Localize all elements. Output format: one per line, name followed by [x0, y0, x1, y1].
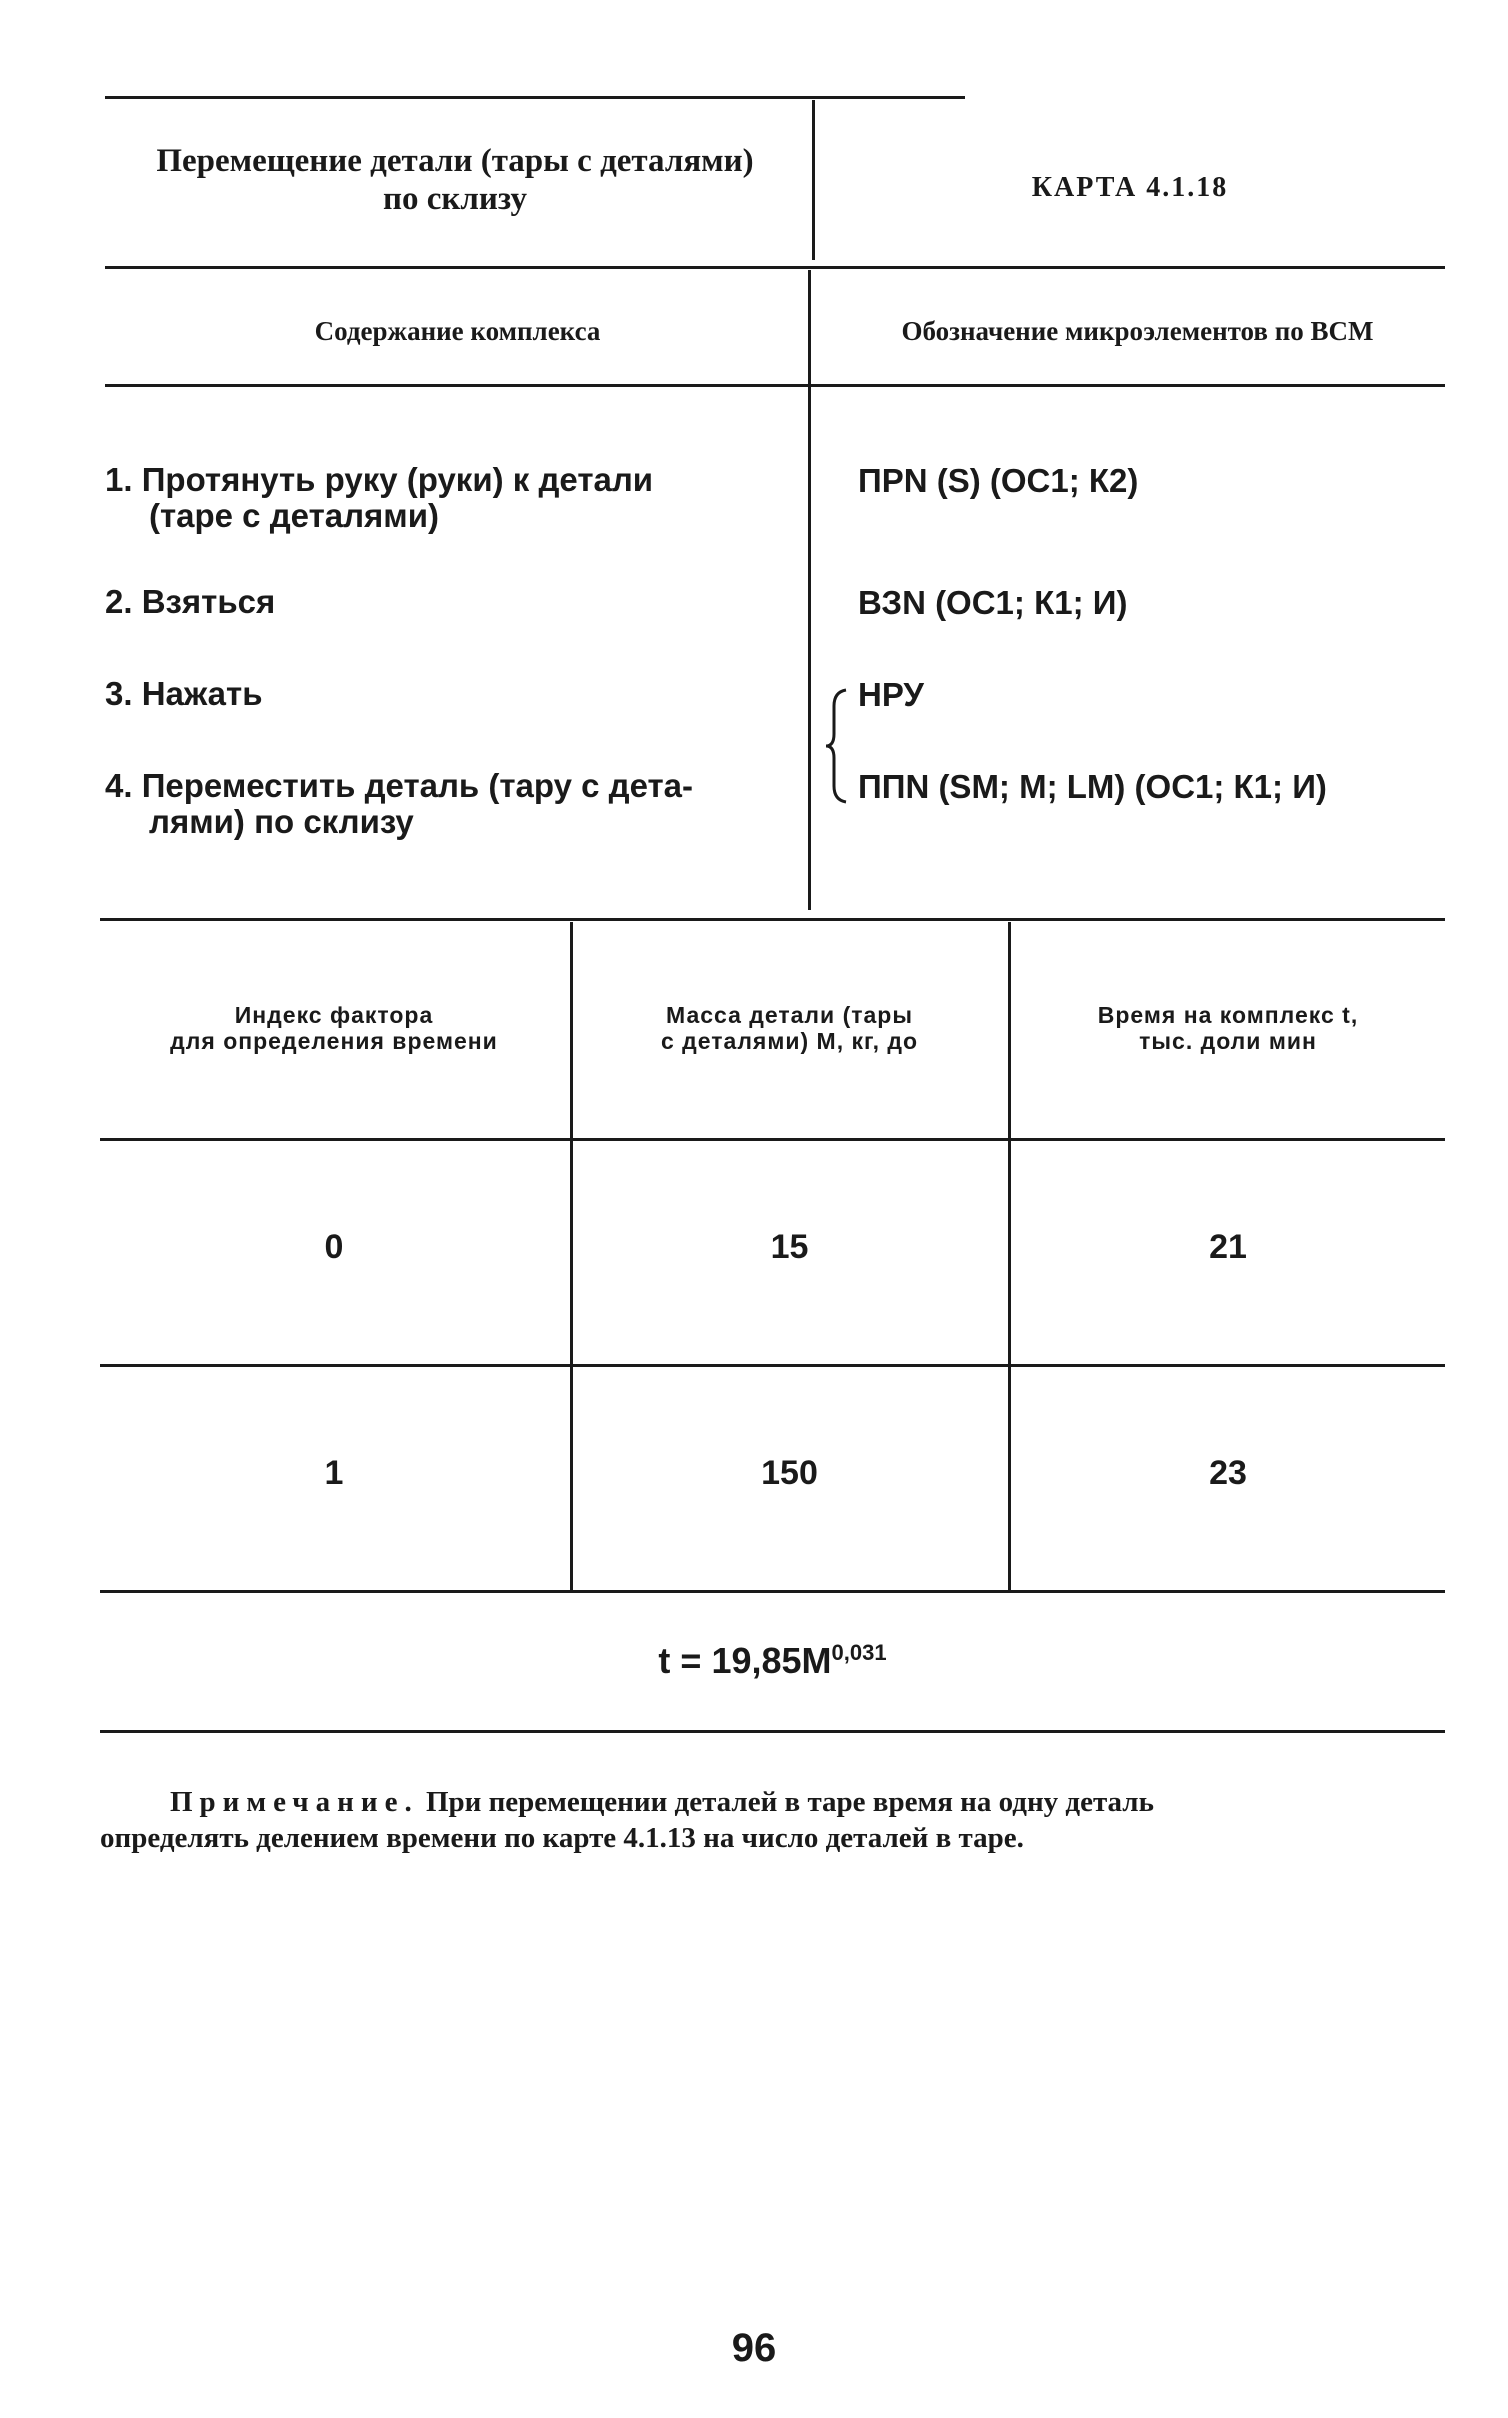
rule-colheader-bottom — [105, 384, 1445, 387]
complex-divider — [808, 270, 811, 910]
item-4-code: ППN (SM; M; LM) (ОС1; К1; И) — [858, 768, 1327, 805]
cell-mass: 15 — [770, 1228, 809, 1266]
formula-base: t = 19,85M — [658, 1640, 832, 1681]
col-header-codes: Обозначение микроэлементов по ВСМ — [901, 316, 1374, 346]
note — [100, 1784, 1445, 1856]
card-title — [100, 142, 810, 218]
note-line1-text: При перемещении деталей в таре время на одну деталь — [418, 1786, 1154, 1818]
card-title-line1: Перемещение детали (тары с деталями) — [156, 143, 754, 179]
rule-row2-bottom — [100, 1590, 1445, 1593]
rule-timeheader-bottom — [100, 1138, 1445, 1141]
list-item — [105, 584, 795, 620]
item-3-line1: 3. Нажать — [105, 675, 263, 712]
item-1-line1: 1. Протянуть руку (руки) к детали — [105, 461, 654, 498]
rule-header-bottom — [105, 266, 1445, 269]
item-1-code: ПРN (S) (ОС1; К2) — [858, 462, 1139, 499]
list-item — [105, 676, 795, 712]
item-4-line1: 4. Переместить деталь (тару с дета- — [105, 767, 694, 804]
card-title-line2: по склизу — [382, 181, 528, 217]
note-label: Примечание. — [170, 1786, 419, 1818]
item-3-code: НРУ — [858, 676, 924, 713]
card-number: КАРТА 4.1.18 — [1031, 172, 1229, 203]
rule-formula-bottom — [100, 1730, 1445, 1733]
item-4-line2: лями) по склизу — [149, 803, 414, 840]
note-line2: определять делением времени по карте 4.1.13 на число деталей в таре. — [100, 1822, 1024, 1854]
cell-time: 21 — [1209, 1228, 1247, 1266]
cell-mass: 150 — [761, 1454, 818, 1492]
rule-row1-bottom — [100, 1364, 1445, 1367]
rule-timetable-top — [100, 918, 1445, 921]
rule-top — [105, 96, 965, 99]
list-item — [105, 768, 795, 840]
col-header-content: Содержание комплекса — [314, 316, 601, 346]
item-2-code: ВЗN (ОС1; К1; И) — [858, 584, 1128, 621]
cell-index: 1 — [324, 1454, 344, 1492]
time-header-time: Время на комплекс t, тыс. доли мин — [1097, 1002, 1359, 1054]
brace-icon — [822, 686, 850, 806]
header-divider — [812, 100, 815, 260]
time-header-index: Индекс фактора для определения времени — [170, 1002, 498, 1054]
note-line1 — [100, 1784, 1445, 1820]
formula-exponent: 0,031 — [831, 1640, 887, 1665]
item-2-line1: 2. Взяться — [105, 583, 276, 620]
cell-time: 23 — [1209, 1454, 1247, 1492]
formula — [100, 1640, 1445, 1682]
list-item — [105, 462, 795, 534]
page-number: 96 — [731, 2326, 777, 2370]
cell-index: 0 — [324, 1228, 344, 1266]
time-header-mass: Масса детали (тары с деталями) М, кг, до — [661, 1002, 918, 1054]
item-1-line2: (таре с деталями) — [149, 497, 439, 534]
